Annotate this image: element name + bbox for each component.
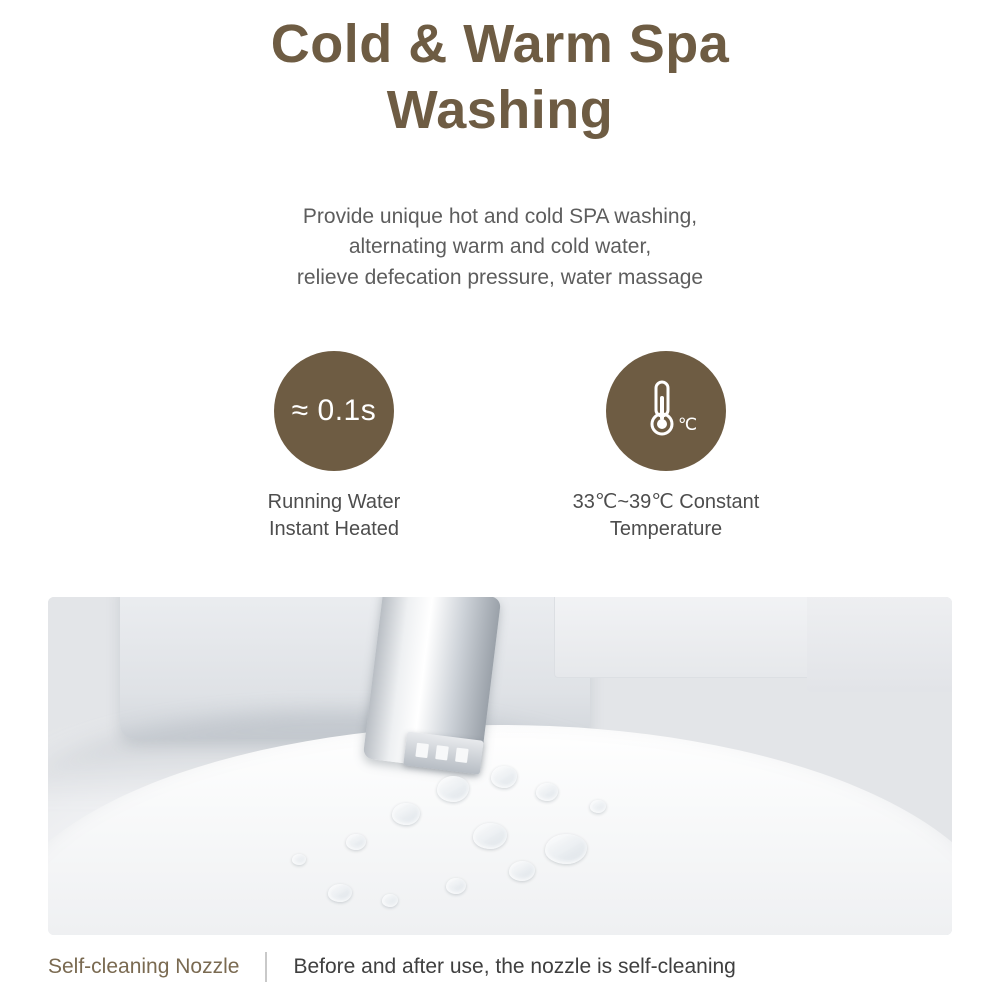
subtitle-block — [0, 202, 1000, 293]
subtitle-line-3: relieve defecation pressure, water massage — [296, 265, 704, 289]
water-droplet — [292, 854, 306, 865]
subtitle-line-2: alternating warm and cold water, — [348, 235, 652, 259]
feature-constant-temperature-caption — [573, 489, 760, 543]
page-title-line-1: Cold & Warm Spa — [270, 14, 730, 74]
feature-instant-heated-caption — [268, 489, 401, 543]
feature-constant-temperature — [526, 351, 806, 543]
thermometer-icon — [634, 374, 698, 449]
instant-heat-badge-label: ≈ 0.1s — [291, 394, 377, 428]
water-droplet — [392, 803, 420, 825]
control-panel-shape-secondary — [807, 597, 952, 692]
subtitle-line-1: Provide unique hot and cold SPA washing, — [302, 204, 698, 228]
svg-text:℃: ℃ — [678, 414, 698, 434]
footer-left-label: Self-cleaning Nozzle — [48, 955, 240, 978]
footer-divider — [265, 952, 267, 982]
feature-caption-line-2: Instant Heated — [268, 518, 400, 541]
footer-right-label: Before and after use, the nozzle is self-cleaning — [293, 955, 736, 978]
control-panel-shape — [554, 597, 825, 678]
instant-heat-badge — [274, 351, 394, 471]
feature-caption-line-1: Running Water — [267, 491, 401, 514]
water-droplet — [346, 834, 366, 850]
feature-caption-line-2: Temperature — [609, 518, 723, 541]
product-photo — [48, 597, 952, 935]
feature-list — [0, 351, 1000, 543]
feature-caption-line-1: 33℃~39℃ Constant — [572, 491, 760, 514]
promo-page — [0, 12, 1000, 1000]
constant-temperature-badge — [606, 351, 726, 471]
water-droplet — [545, 834, 587, 864]
water-droplet — [437, 776, 469, 802]
page-title — [0, 12, 1000, 144]
water-droplet — [491, 766, 517, 788]
water-droplet — [446, 878, 466, 894]
footer-caption — [48, 952, 952, 982]
water-droplet — [509, 861, 535, 881]
feature-instant-heated — [194, 351, 474, 543]
page-title-line-2: Washing — [386, 79, 614, 140]
